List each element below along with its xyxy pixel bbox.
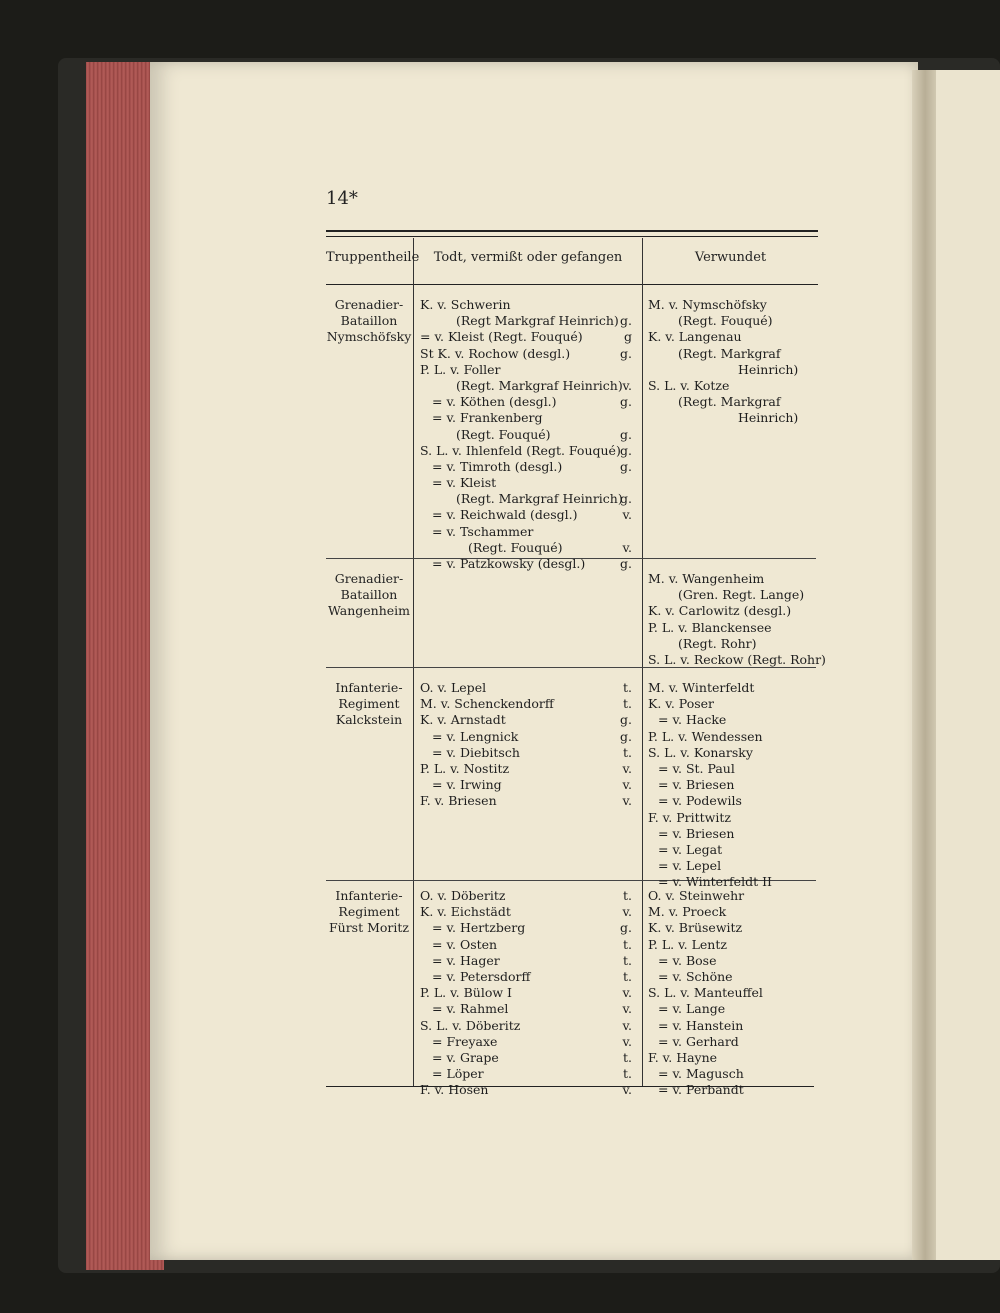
dead-entry [420,410,632,426]
status-mark: v. [622,1033,632,1049]
officer-name: K. v. Langenau [648,329,742,345]
dead-entry [420,362,632,378]
wounded-entry [648,826,820,842]
officer-name: K. v. Carlowitz (desgl.) [648,603,792,619]
officer-name: (Regt. Markgraf Heinrich) [456,491,623,507]
officer-name: S. L. v. Reckow (Regt. Rohr) [648,651,826,667]
dead-column [420,680,632,810]
status-mark: g. [620,556,632,571]
unit-name-line: Infanterie- [335,680,403,695]
wounded-entry [648,953,820,969]
wounded-entry [648,297,820,313]
wounded-entry [648,842,820,858]
status-mark: v. [622,793,632,809]
officer-name: = v. Kleist [432,475,497,491]
dead-entry [420,459,632,475]
officer-name: St K. v. Rochow (desgl.) [420,345,571,361]
officer-name: = v. Hanstein [658,1017,744,1033]
officer-name: M. v. Wangenheim [648,571,765,586]
wounded-entry [648,777,820,793]
unit-name-line: Grenadier- [334,297,404,312]
wounded-column [648,888,820,1098]
wounded-entry [648,1050,820,1066]
status-mark: t. [623,952,632,968]
dead-entry [420,297,632,313]
unit-name-line: Bataillon [340,313,398,328]
header-wounded: Verwundet [694,250,767,265]
header-unit: Truppentheile [326,250,420,265]
officer-name: = v. Schöne [658,968,733,984]
dead-entry [420,793,632,809]
unit-name [326,888,412,936]
officer-name: S. L. v. Ihlenfeld (Regt. Fouqué) [420,442,621,458]
officer-name: = v. Grape [432,1049,499,1065]
officer-name: = Löper [432,1066,484,1082]
officer-name: = v. St. Paul [658,760,735,776]
wounded-entry [648,696,820,712]
table-top-rule-thin [326,236,818,237]
status-mark: t. [623,936,632,952]
officer-name: = v. Podewils [658,793,742,809]
officer-name: = v. Lepel [658,858,722,874]
unit-name-line: Infanterie- [335,888,403,903]
facing-page [936,70,1000,1260]
officer-name: K. v. Arnstadt [420,712,506,728]
dead-entry [420,1001,632,1017]
dead-entry [420,745,632,761]
wounded-entry [648,761,820,777]
wounded-entry [648,920,820,936]
column-divider [642,238,643,1086]
dead-entry [420,313,632,329]
header-dead: Todt, vermißt oder gefangen [433,250,623,265]
wounded-entry [648,904,820,920]
officer-name: = v. Timroth (desgl.) [432,458,563,474]
officer-name: F. v. Hayne [648,1049,718,1065]
dead-entry [420,1066,632,1082]
officer-name: = v. Perbandt [658,1082,744,1098]
officer-name: Heinrich) [738,361,799,377]
officer-name: = v. Kleist (Regt. Fouqué) [420,329,583,345]
status-mark: g. [620,458,632,474]
wounded-entry [648,346,820,362]
officer-name: (Gren. Regt. Lange) [678,587,805,603]
status-mark: v. [622,985,632,1001]
officer-name: = v. Lange [658,1001,726,1017]
officer-name: M. v. Schenckendorff [420,696,554,712]
wounded-entry [648,729,820,745]
dead-entry [420,443,632,459]
dead-entry [420,540,632,556]
page-number: 14* [326,188,358,209]
status-mark: t. [623,1049,632,1065]
wounded-entry [648,313,820,329]
dead-entry [420,524,632,540]
status-mark: v. [622,377,632,393]
unit-name-line: Nymschöfsky [326,329,412,344]
dead-entry [420,346,632,362]
unit-name-line: Regiment [338,696,400,711]
table-header-rule [326,284,818,285]
dead-entry [420,329,632,345]
dead-entry [420,556,632,572]
status-mark: g. [620,491,632,507]
officer-name: F. v. Hosen [420,1082,489,1098]
officer-name: = v. Osten [432,936,498,952]
wounded-entry [648,888,820,904]
wounded-entry [648,362,820,378]
officer-name: P. L. v. Bülow I [420,985,512,1001]
status-mark: v. [622,539,632,555]
officer-name: O. v. Döberitz [420,888,506,903]
officer-name: K. v. Schwerin [420,297,511,312]
status-mark: v. [622,904,632,920]
dead-entry [420,1050,632,1066]
wounded-entry [648,410,820,426]
dead-entry [420,985,632,1001]
wounded-entry [648,603,820,619]
officer-name: S. L. v. Manteuffel [648,985,763,1001]
officer-name: P. L. v. Blanckensee [648,619,772,635]
status-mark: t. [623,888,632,903]
officer-name: O. v. Lepel [420,680,487,695]
dead-entry [420,680,632,696]
dead-entry [420,761,632,777]
unit-name-line: Bataillon [340,587,398,602]
table-top-rule [326,230,818,232]
dead-entry [420,378,632,394]
unit-name-line: Kalckstein [335,712,403,727]
dead-entry [420,920,632,936]
status-mark: g. [620,426,632,442]
officer-name: = v. Gerhard [658,1033,739,1049]
officer-name: = v. Diebitsch [432,744,520,760]
officer-name: = v. Briesen [658,825,735,841]
officer-name: (Regt. Rohr) [678,635,757,651]
officer-name: (Regt. Markgraf Heinrich) [456,377,623,393]
dead-entry [420,696,632,712]
wounded-entry [648,1034,820,1050]
officer-name: = v. Irwing [432,777,502,793]
officer-name: S. L. v. Döberitz [420,1017,521,1033]
officer-name: (Regt. Markgraf [678,345,781,361]
wounded-entry [648,571,820,587]
wounded-entry [648,985,820,1001]
wounded-entry [648,858,820,874]
wounded-entry [648,394,820,410]
status-mark: v. [622,777,632,793]
wounded-column [648,297,820,427]
book-gutter [912,70,938,1260]
dead-entry [420,729,632,745]
wounded-entry [648,620,820,636]
officer-name: = v. Legat [658,841,723,857]
officer-name: = v. Rahmel [432,1001,509,1017]
officer-name: Heinrich) [738,410,799,426]
officer-name: K. v. Poser [648,696,715,712]
status-mark: g. [620,442,632,458]
officer-name: = v. Reichwald (desgl.) [432,507,578,523]
officer-name: = v. Tschammer [432,523,534,539]
dead-entry [420,712,632,728]
officer-name: O. v. Steinwehr [648,888,745,903]
officer-name: F. v. Prittwitz [648,809,731,825]
officer-name: = v. Patzkowsky (desgl.) [432,556,586,571]
officer-name: = v. Winterfeldt II [658,874,772,890]
wounded-column [648,680,820,890]
status-mark: v. [622,507,632,523]
officer-name: = v. Hager [432,952,500,968]
status-mark: g. [620,345,632,361]
officer-name: (Regt. Fouqué) [678,313,773,329]
wounded-entry [648,680,820,696]
status-mark: t. [623,696,632,712]
officer-name: (Regt. Fouqué) [456,426,551,442]
status-mark: v. [622,1017,632,1033]
status-mark: v. [622,1001,632,1017]
status-mark: g. [620,313,632,329]
wounded-entry [648,1018,820,1034]
unit-name [326,297,412,345]
dead-entry [420,507,632,523]
dead-column [420,888,632,1098]
dead-entry [420,1034,632,1050]
officer-name: (Regt. Fouqué) [468,539,563,555]
officer-name: = v. Hacke [658,712,727,728]
dead-column [420,297,632,572]
status-mark: t. [623,968,632,984]
officer-name: = Freyaxe [432,1033,498,1049]
unit-name-line: Regiment [338,904,400,919]
officer-name: M. v. Winterfeldt [648,680,755,695]
wounded-entry [648,378,820,394]
unit-name [326,680,412,728]
status-mark: g. [620,920,632,936]
status-mark: t. [623,680,632,695]
officer-name: K. v. Eichstädt [420,904,511,920]
status-mark: t. [623,1066,632,1082]
officer-name: (Regt. Markgraf [678,394,781,410]
wounded-entry [648,329,820,345]
wounded-entry [648,712,820,728]
status-mark: v. [622,1082,632,1098]
status-mark: t. [623,744,632,760]
dead-entry [420,427,632,443]
wounded-entry [648,1001,820,1017]
status-mark: g. [620,394,632,410]
wounded-entry [648,810,820,826]
status-mark: g [623,329,632,345]
unit-name [326,571,412,619]
officer-name: M. v. Nymschöfsky [648,297,767,312]
wounded-entry [648,1082,820,1098]
dead-entry [420,937,632,953]
officer-name: = v. Lengnick [432,728,519,744]
wounded-entry [648,793,820,809]
officer-name: P. L. v. Wendessen [648,728,763,744]
officer-name: P. L. v. Lentz [648,936,727,952]
dead-entry [420,491,632,507]
unit-name-line: Grenadier- [334,571,404,586]
status-mark: g. [620,712,632,728]
dead-entry [420,969,632,985]
dead-entry [420,904,632,920]
dead-entry [420,1018,632,1034]
dead-entry [420,888,632,904]
wounded-entry [648,651,826,668]
officer-name: = v. Köthen (desgl.) [432,394,557,410]
wounded-column [648,571,826,668]
officer-name: M. v. Proeck [648,904,727,920]
unit-name-line: Wangenheim [327,603,410,618]
wounded-entry [648,745,820,761]
unit-name-line: Fürst Moritz [328,920,410,935]
dead-entry [420,953,632,969]
officer-name: P. L. v. Nostitz [420,760,510,776]
officer-name: = v. Bose [658,952,717,968]
wounded-entry [648,937,820,953]
officer-name: = v. Frankenberg [432,410,543,426]
dead-entry [420,777,632,793]
wounded-entry [648,1066,820,1082]
officer-name: P. L. v. Foller [420,361,501,377]
officer-name: = v. Magusch [658,1066,744,1082]
officer-name: (Regt Markgraf Heinrich) [456,313,619,329]
officer-name: S. L. v. Kotze [648,377,730,393]
dead-entry [420,394,632,410]
officer-name: S. L. v. Konarsky [648,744,753,760]
wounded-entry [648,969,820,985]
wounded-entry [648,636,820,652]
officer-name: = v. Briesen [658,777,735,793]
dead-entry [420,1082,632,1098]
column-divider [413,238,414,1086]
wounded-entry [648,587,820,603]
status-mark: v. [622,760,632,776]
officer-name: F. v. Briesen [420,793,497,809]
officer-name: = v. Hertzberg [432,920,526,936]
dead-entry [420,475,632,491]
status-mark: g. [620,728,632,744]
officer-name: = v. Petersdorff [432,968,531,984]
officer-name: K. v. Brüsewitz [648,920,743,936]
